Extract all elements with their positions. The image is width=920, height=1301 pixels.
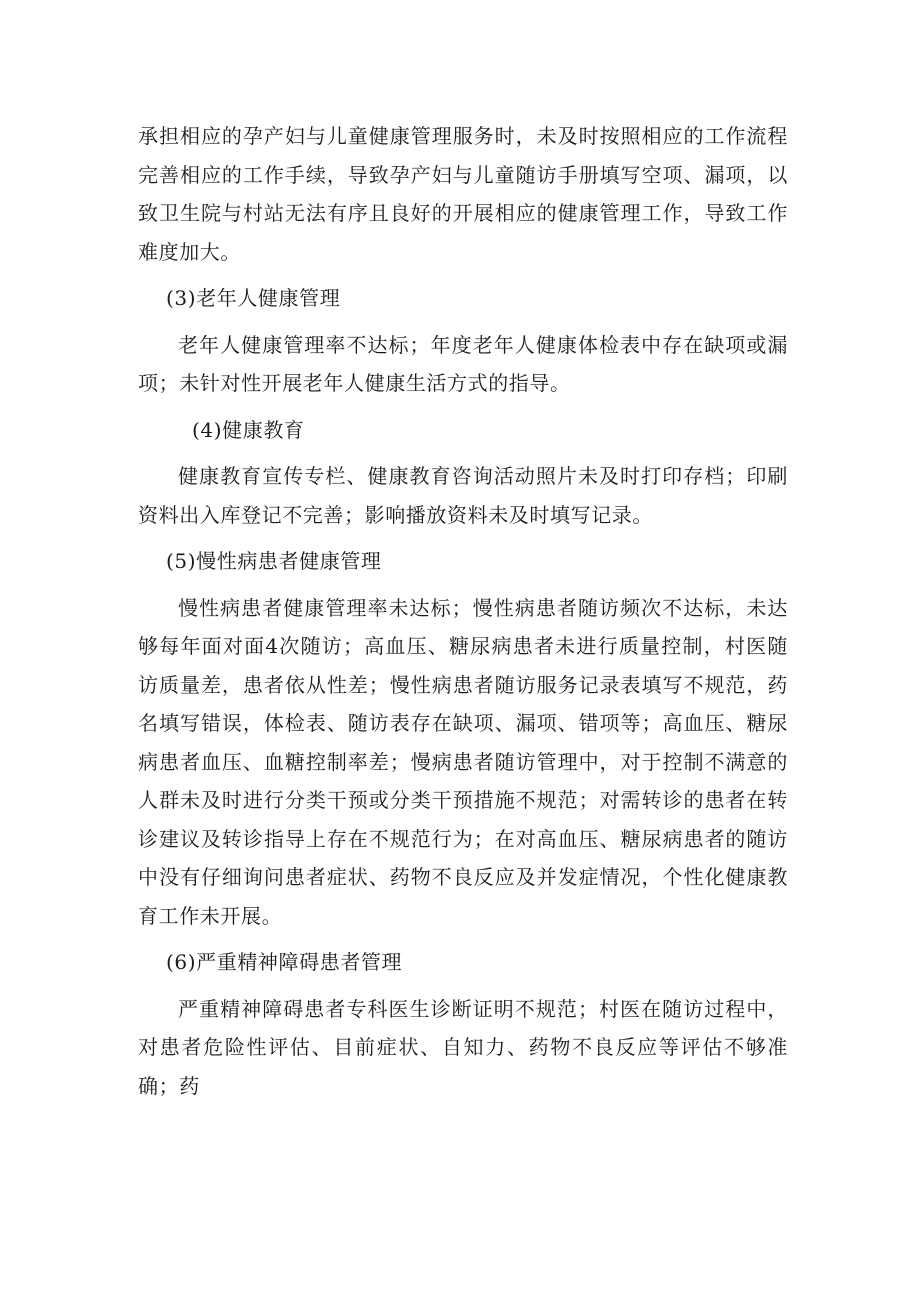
paragraph-health-education: 健康教育宣传专栏、健康教育咨询活动照片未及时打印存档；印刷资料出入库登记不完善；影响播放资料未及时填写记录。 [138,464,788,527]
paragraph-chronic-disease: 慢性病患者健康管理率未达标；慢性病患者随访频次不达标，未达够每年面对面4次随访；高血压、糖尿病患者未进行质量控制，村医随访质量差，患者依从性差；慢性病患者随访服务记录表填写不规范，药名填写错误，体检表、随访表存在缺项、漏项、错项等；高血压、糖尿病患者血压、血糖控制率差；慢病患者随访管理中，对于控制不满意的人群未及时进行分类干预或分类干预措施不规范；对需转诊的患者在转诊建议及转诊指导上存在不规范行为；在对高血压、糖尿病患者的随访中没有仔细询问患者症状、药物不良反应及并发症情况，个性化健康教育工作未开展。 [138,595,788,928]
heading-chronic-disease: (5)慢性病患者健康管理 [166,549,382,573]
heading-elderly-health: (3)老年人健康管理 [166,286,341,310]
paragraph-elderly-health: 老年人健康管理率不达标；年度老年人健康体检表中存在缺项或漏项；未针对性开展老年人健康生活方式的指导。 [138,332,788,395]
heading-health-education: (4)健康教育 [192,417,305,442]
paragraph-mental-disorder: 严重精神障碍患者专科医生诊断证明不规范；村医在随访过程中，对患者危险性评估、目前症状、自知力、药物不良反应等评估不够准确；药 [138,996,788,1098]
paragraph-maternal-child: 承担相应的孕产妇与儿童健康管理服务时，未及时按照相应的工作流程完善相应的工作手续，导致孕产妇与儿童随访手册填写空项、漏项，以致卫生院与村站无法有序且良好的开展相应的健康管理工作，导致工作难度加大。 [138,124,788,264]
heading-mental-disorder: (6)严重精神障碍患者管理 [166,950,403,974]
document-page [138,117,788,1105]
